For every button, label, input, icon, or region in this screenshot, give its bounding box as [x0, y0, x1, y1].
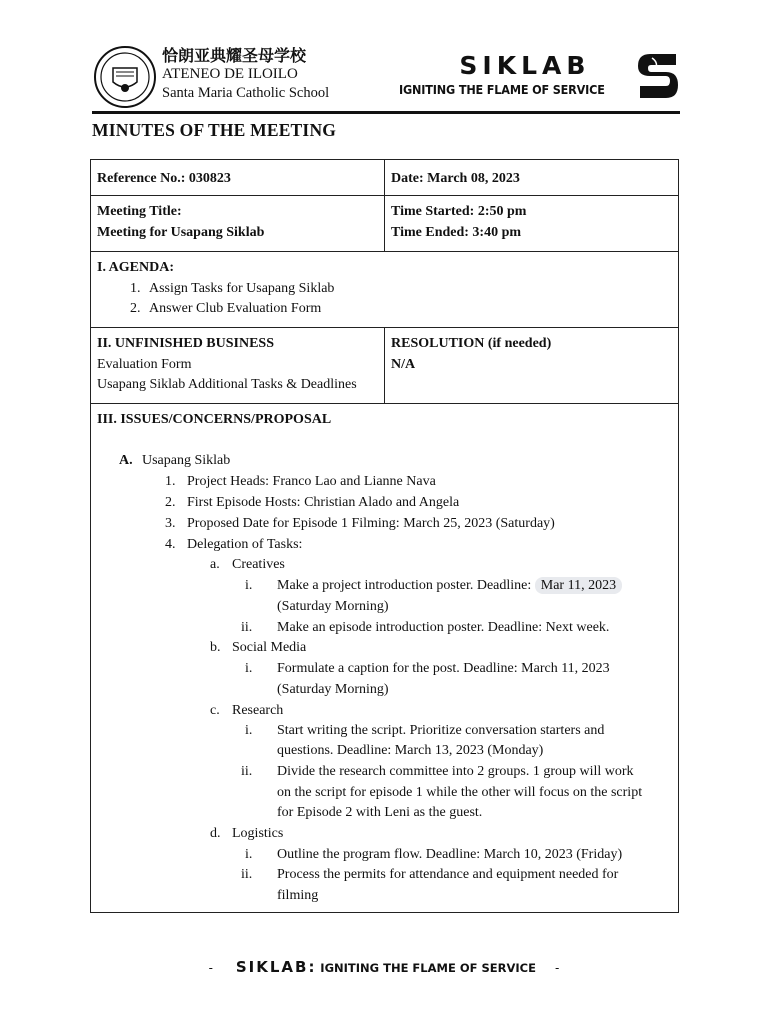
time-ended: Time Ended: 3:40 pm — [391, 224, 522, 240]
school-name-block — [162, 46, 329, 103]
creatives-task-1-cont: (Saturday Morning) — [277, 599, 389, 614]
school-chinese-name: 恰朗亚典耀圣母学校 — [162, 46, 307, 65]
time-cell — [385, 196, 679, 252]
issues-heading: III. ISSUES/CONCERNS/PROPOSAL — [97, 412, 332, 427]
logistics-task-1: Outline the program flow. Deadline: March 10, 2023 (Friday) — [277, 847, 623, 862]
unfinished-business-cell — [91, 328, 385, 404]
agenda-item: 1. Assign Tasks for Usapang Siklab — [144, 279, 672, 300]
agenda-cell — [91, 252, 679, 328]
meeting-date: Date: March 08, 2023 — [391, 171, 520, 186]
group-social-media: Social Media — [232, 640, 307, 655]
research-task-2: Divide the research committee into 2 groups. 1 group will work — [277, 764, 634, 779]
roman-marker: ii. — [241, 764, 253, 779]
group-creatives: Creatives — [232, 557, 285, 572]
header-divider — [92, 111, 680, 114]
deadline-date-chip[interactable]: Mar 11, 2023 — [535, 577, 622, 594]
agenda-list — [97, 279, 672, 320]
research-task-2-cont: for Episode 2 with Leni as the guest. — [277, 805, 483, 820]
resolution-cell — [385, 328, 679, 404]
group-logistics: Logistics — [232, 826, 284, 841]
issues-cell — [91, 404, 679, 913]
reference-number: Reference No.: 030823 — [97, 171, 231, 186]
roman-marker: i. — [245, 847, 253, 862]
item-number: 2. — [165, 495, 176, 510]
group-research: Research — [232, 703, 284, 718]
research-task-1-cont: questions. Deadline: March 13, 2023 (Monday) — [277, 743, 544, 758]
footer-dash: - — [208, 961, 213, 975]
reference-cell — [91, 160, 385, 196]
group-marker: a. — [210, 557, 220, 572]
footer-tagline: IGNITING THE FLAME OF SERVICE — [320, 961, 536, 975]
item-number: 4. — [165, 537, 176, 552]
meeting-title-cell — [91, 196, 385, 252]
group-marker: d. — [210, 826, 221, 841]
research-task-2-cont: on the script for episode 1 while the other will focus on the script — [277, 785, 643, 800]
roman-marker: ii. — [241, 620, 253, 635]
item-number: 3. — [165, 516, 176, 531]
group-marker: b. — [210, 640, 221, 655]
social-task-1-cont: (Saturday Morning) — [277, 682, 389, 697]
unfinished-item: Usapang Siklab Additional Tasks & Deadlines — [97, 377, 357, 393]
document-title: MINUTES OF THE MEETING — [92, 120, 337, 140]
minutes-table — [90, 159, 679, 913]
siklab-wordmark: SIKLAB — [459, 51, 591, 80]
meeting-title-label: Meeting Title: — [97, 204, 182, 219]
group-marker: c. — [210, 703, 220, 718]
agenda-item: 2. Answer Club Evaluation Form — [144, 299, 672, 320]
roman-marker: i. — [245, 723, 253, 738]
meeting-title: Meeting for Usapang Siklab — [97, 224, 265, 240]
logistics-task-2: Process the permits for attendance and equipment needed for — [277, 867, 619, 882]
school-name: ATENEO DE ILOILO — [162, 66, 298, 82]
social-task-1: Formulate a caption for the post. Deadline: March 11, 2023 — [277, 661, 610, 676]
footer-brand: SIKLAB: — [235, 958, 317, 976]
resolution-value: N/A — [391, 356, 416, 372]
school-subtitle: Santa Maria Catholic School — [162, 85, 330, 101]
creatives-task-2: Make an episode introduction poster. Deadline: Next week. — [277, 620, 610, 635]
section-title: Usapang Siklab — [142, 453, 231, 468]
creatives-task-1-text: Make a project introduction poster. Deadline: — [277, 578, 532, 593]
roman-marker: i. — [245, 661, 253, 676]
school-seal-icon — [94, 46, 156, 108]
siklab-tagline: IGNITING THE FLAME OF SERVICE — [399, 82, 606, 97]
roman-marker: i. — [245, 578, 253, 593]
page-footer — [0, 958, 768, 976]
issue-item: Proposed Date for Episode 1 Filming: March 25, 2023 (Saturday) — [187, 516, 555, 531]
roman-marker: ii. — [241, 867, 253, 882]
time-started: Time Started: 2:50 pm — [391, 204, 527, 219]
unfinished-item: Evaluation Form — [97, 356, 192, 372]
issue-item: First Episode Hosts: Christian Alado and Angela — [187, 495, 460, 510]
issue-item: Project Heads: Franco Lao and Lianne Nava — [187, 474, 436, 489]
research-task-1: Start writing the script. Prioritize conversation starters and — [277, 723, 605, 738]
footer-dash: - — [555, 961, 560, 975]
letterhead — [94, 44, 680, 110]
issue-item: Delegation of Tasks: — [187, 537, 303, 552]
section-marker: A. — [119, 453, 133, 468]
date-cell — [385, 160, 679, 196]
issues-body — [91, 404, 678, 912]
agenda-heading: I. AGENDA: — [97, 260, 175, 275]
siklab-brand — [399, 52, 628, 100]
unfinished-heading: II. UNFINISHED BUSINESS — [97, 336, 275, 351]
siklab-s-logo-icon — [636, 48, 680, 104]
logistics-task-2-cont: filming — [277, 888, 319, 903]
creatives-task-1 — [277, 576, 622, 597]
item-number: 1. — [165, 474, 176, 489]
resolution-heading: RESOLUTION (if needed) — [391, 336, 552, 351]
